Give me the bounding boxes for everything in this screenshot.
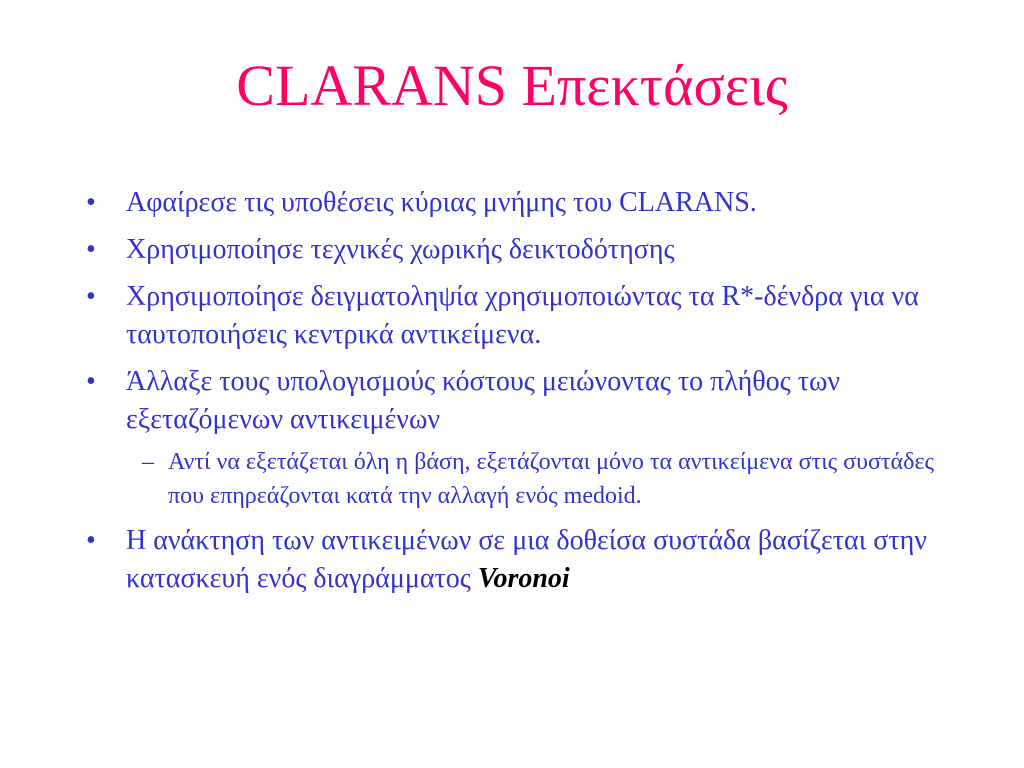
bullet-text: Άλλαξε τους υπολογισμούς κόστους μειώνοντας το πλήθος των εξεταζόμενων αντικειμένων (126, 366, 841, 435)
bullet-text: Χρησιμοποίησε τεχνικές χωρικής δεικτοδότησης (126, 234, 675, 265)
bullet-text: Η ανάκτηση των αντικειμένων σε μια δοθείσα συστάδα βασίζεται στην κατασκευή ενός διαγράμματος (126, 525, 927, 594)
bullet-mark: • (86, 366, 96, 397)
bullet-item (86, 522, 946, 598)
sub-bullet-item (86, 445, 946, 513)
voronoi-emphasis: Voronoi (477, 563, 570, 594)
slide-title: CLARANS Επεκτάσεις (236, 53, 788, 118)
sub-bullet-text: Αντί να εξετάζεται όλη η βάση, εξετάζονται μόνο τα αντικείμενα στις συστάδες που επηρεάζονται κατά την αλλαγή ενός medoid. (168, 449, 935, 509)
bullet-item (86, 231, 946, 269)
bullet-item (86, 363, 946, 439)
bullet-text: Αφαίρεσε τις υποθέσεις κύριας μνήμης του CLARANS. (126, 187, 757, 218)
bullet-mark: • (86, 525, 96, 556)
bullet-text: Χρησιμοποίησε δειγματοληψία χρησιμοποιώντας τα R*-δένδρα για να ταυτοποιήσεις κεντρικά αντικείμενα. (126, 281, 919, 350)
bullet-list (86, 184, 946, 607)
bullet-mark: • (86, 281, 96, 312)
bullet-item (86, 278, 946, 354)
bullet-mark: • (86, 187, 96, 218)
sub-bullet-mark: – (142, 449, 154, 475)
bullet-item (86, 184, 946, 222)
bullet-mark: • (86, 234, 96, 265)
